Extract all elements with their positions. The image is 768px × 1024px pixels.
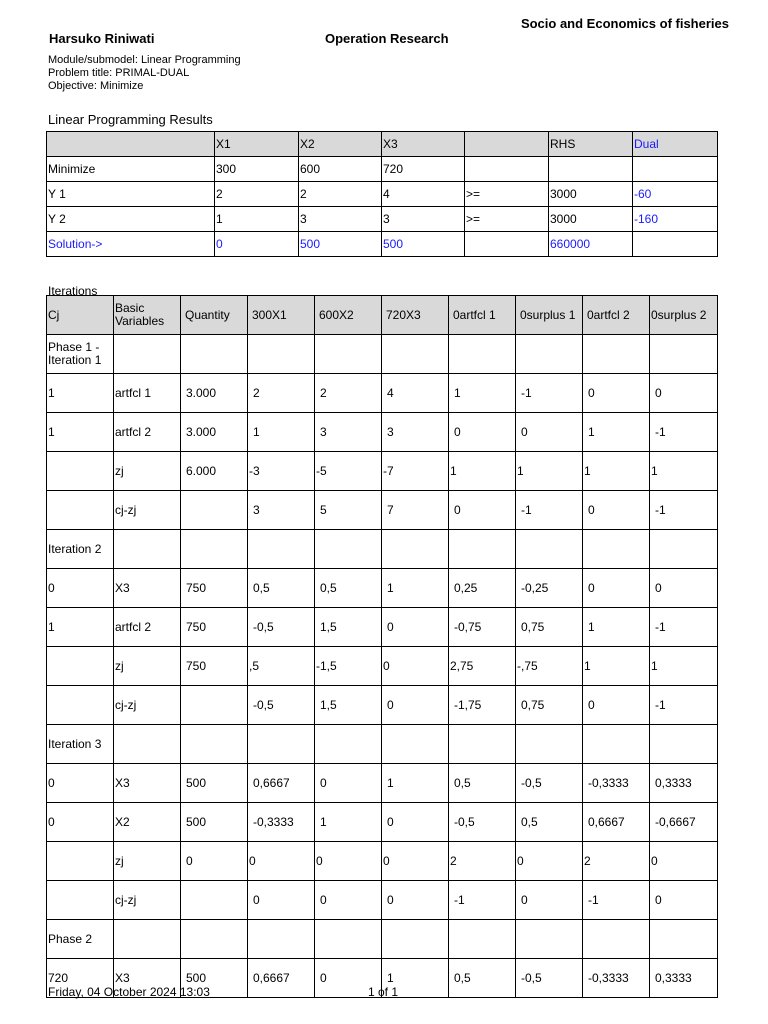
iterations-cell: -5: [315, 452, 382, 491]
iterations-cell: -0,75: [449, 608, 516, 647]
iterations-cell: 1: [650, 452, 718, 491]
iterations-cell: [583, 335, 650, 374]
iterations-cell: 2,75: [449, 647, 516, 686]
lp-header-row: [47, 132, 718, 157]
iterations-cell: 0,25: [449, 569, 516, 608]
iterations-cell: [516, 725, 583, 764]
iterations-cell: 0: [248, 842, 315, 881]
iterations-header-cell: 600X2: [315, 296, 382, 335]
iterations-row: [47, 764, 718, 803]
lp-cell: 300: [215, 157, 299, 182]
lp-header-cell: [47, 132, 215, 157]
iterations-cell: Iteration 2: [47, 530, 114, 569]
iterations-cell: Phase 2: [47, 920, 114, 959]
iterations-cell: [47, 842, 114, 881]
iterations-cell: 0: [47, 803, 114, 842]
lp-cell: Y 1: [47, 182, 215, 207]
lp-cell: [549, 157, 633, 182]
iterations-cell: -0,5: [516, 764, 583, 803]
lp-cell: 3: [299, 207, 382, 232]
iterations-cell: 0: [650, 569, 718, 608]
iterations-row: [47, 803, 718, 842]
iterations-cell: zj: [114, 452, 181, 491]
iterations-cell: 0: [315, 959, 382, 998]
iterations-header-cell: 720X3: [382, 296, 449, 335]
lp-cell: -60: [633, 182, 718, 207]
iterations-cell: 2: [315, 374, 382, 413]
iterations-cell: [516, 920, 583, 959]
iterations-cell: [114, 335, 181, 374]
iterations-row: [47, 452, 718, 491]
iterations-cell: -0,5: [449, 803, 516, 842]
iterations-row: [47, 530, 718, 569]
iterations-cell: 0: [516, 413, 583, 452]
iterations-cell: -1: [516, 491, 583, 530]
iterations-cell: 3.000: [181, 374, 248, 413]
iterations-cell: 2: [583, 842, 650, 881]
iterations-cell: [382, 530, 449, 569]
iterations-header-cell: 300X1: [248, 296, 315, 335]
iterations-cell: 0,5: [516, 803, 583, 842]
iterations-cell: [181, 686, 248, 725]
lp-cell: 3: [382, 207, 465, 232]
lp-header-cell: Dual: [633, 132, 718, 157]
iterations-cell: [516, 335, 583, 374]
iterations-cell: 3: [382, 413, 449, 452]
iterations-cell: [248, 530, 315, 569]
iterations-cell: 0: [315, 881, 382, 920]
iterations-cell: [315, 335, 382, 374]
iterations-cell: 0: [650, 842, 718, 881]
iterations-cell: [315, 725, 382, 764]
lp-cell: >=: [465, 182, 549, 207]
iterations-cell: 0,75: [516, 686, 583, 725]
iterations-cell: 1: [47, 413, 114, 452]
lp-cell: 4: [382, 182, 465, 207]
iterations-cell: 1: [650, 647, 718, 686]
iterations-cell: [650, 335, 718, 374]
iterations-cell: 0: [650, 374, 718, 413]
iterations-row: [47, 569, 718, 608]
iterations-cell: cj-zj: [114, 881, 181, 920]
lp-cell: Minimize: [47, 157, 215, 182]
iterations-cell: [181, 530, 248, 569]
lp-results-table: [46, 131, 718, 257]
lp-cell: 3000: [549, 182, 633, 207]
iterations-cell: cj-zj: [114, 491, 181, 530]
iterations-cell: 0,3333: [650, 959, 718, 998]
iterations-cell: [47, 686, 114, 725]
iterations-row: [47, 920, 718, 959]
iterations-row: [47, 491, 718, 530]
iterations-cell: [650, 530, 718, 569]
iterations-cell: [315, 920, 382, 959]
iterations-cell: 1: [248, 413, 315, 452]
iterations-row: [47, 608, 718, 647]
iterations-cell: 0,6667: [248, 959, 315, 998]
iterations-cell: [449, 530, 516, 569]
iterations-row: [47, 686, 718, 725]
iterations-cell: [181, 335, 248, 374]
iterations-cell: [181, 881, 248, 920]
iterations-cell: 0: [449, 491, 516, 530]
iterations-cell: 0: [382, 842, 449, 881]
iterations-cell: 0: [382, 608, 449, 647]
iterations-row: [47, 725, 718, 764]
iterations-cell: [583, 530, 650, 569]
lp-row: [47, 207, 718, 232]
iterations-cell: 0: [47, 764, 114, 803]
iterations-cell: 0: [583, 491, 650, 530]
iterations-cell: 0: [516, 881, 583, 920]
iterations-cell: 750: [181, 569, 248, 608]
iterations-cell: 1: [449, 452, 516, 491]
iterations-cell: 0: [315, 764, 382, 803]
iterations-cell: 0: [382, 803, 449, 842]
iterations-cell: 500: [181, 803, 248, 842]
iterations-cell: 0: [248, 881, 315, 920]
iterations-cell: [650, 920, 718, 959]
iterations-cell: [248, 725, 315, 764]
iterations-cell: 0,6667: [248, 764, 315, 803]
iterations-cell: -0,3333: [583, 764, 650, 803]
lp-cell: 0: [215, 232, 299, 257]
iterations-row: [47, 842, 718, 881]
iterations-cell: -0,3333: [248, 803, 315, 842]
iterations-cell: X3: [114, 764, 181, 803]
footer-page-number: 1 of 1: [368, 985, 399, 999]
iterations-cell: 1,5: [315, 608, 382, 647]
iterations-cell: 1,5: [315, 686, 382, 725]
iterations-cell: [47, 452, 114, 491]
iterations-cell: -0,5: [248, 686, 315, 725]
lp-header-cell: X2: [299, 132, 382, 157]
iterations-cell: [248, 335, 315, 374]
iterations-cell: 720: [47, 959, 114, 998]
iterations-header-cell: Basic Variables: [114, 296, 181, 335]
iterations-cell: 7: [382, 491, 449, 530]
iterations-header-cell: Cj: [47, 296, 114, 335]
iterations-cell: cj-zj: [114, 686, 181, 725]
problem-line: Problem title: PRIMAL-DUAL: [48, 67, 190, 79]
iterations-cell: -,75: [516, 647, 583, 686]
iterations-cell: 1: [382, 764, 449, 803]
iterations-header-row: [47, 296, 718, 335]
lp-cell: Y 2: [47, 207, 215, 232]
lp-row: [47, 157, 718, 182]
iterations-cell: 1: [382, 569, 449, 608]
iterations-cell: -1: [650, 413, 718, 452]
iterations-cell: 0,5: [248, 569, 315, 608]
iterations-cell: X3: [114, 569, 181, 608]
lp-cell: [633, 157, 718, 182]
course-title: Socio and Economics of fisheries: [520, 16, 729, 31]
iterations-header-cell: 0surplus 2: [650, 296, 718, 335]
iterations-cell: 0: [47, 569, 114, 608]
lp-row: [47, 232, 718, 257]
lp-header-cell: X3: [382, 132, 465, 157]
lp-cell: [465, 157, 549, 182]
iterations-cell: artfcl 1: [114, 374, 181, 413]
iterations-cell: 0: [315, 842, 382, 881]
subject-title: Operation Research: [325, 31, 449, 46]
author-name: Harsuko Riniwati: [49, 31, 155, 46]
lp-cell: >=: [465, 207, 549, 232]
iterations-cell: X3: [114, 959, 181, 998]
iterations-cell: -7: [382, 452, 449, 491]
iterations-cell: -1: [650, 491, 718, 530]
iterations-cell: -1,5: [315, 647, 382, 686]
iterations-table: [46, 295, 718, 998]
iterations-cell: 1: [516, 452, 583, 491]
lp-header-cell: [465, 132, 549, 157]
iterations-cell: 0: [382, 647, 449, 686]
iterations-cell: zj: [114, 647, 181, 686]
iterations-cell: -0,6667: [650, 803, 718, 842]
iterations-cell: 2: [449, 842, 516, 881]
lp-row: [47, 182, 718, 207]
iterations-header-cell: 0surplus 1: [516, 296, 583, 335]
iterations-cell: [382, 335, 449, 374]
iterations-cell: Iteration 3: [47, 725, 114, 764]
iterations-cell: [583, 920, 650, 959]
lp-header-cell: RHS: [549, 132, 633, 157]
iterations-title: Iterations: [48, 284, 98, 295]
iterations-cell: 1: [382, 959, 449, 998]
iterations-row: [47, 647, 718, 686]
iterations-row: [47, 881, 718, 920]
module-line: Module/submodel: Linear Programming: [48, 54, 241, 66]
iterations-cell: 1: [449, 374, 516, 413]
iterations-cell: 3: [315, 413, 382, 452]
iterations-cell: [114, 530, 181, 569]
iterations-cell: 1: [583, 452, 650, 491]
iterations-cell: 500: [181, 764, 248, 803]
iterations-cell: [382, 725, 449, 764]
iterations-cell: 4: [382, 374, 449, 413]
iterations-cell: -1: [583, 881, 650, 920]
iterations-cell: [449, 725, 516, 764]
iterations-cell: artfcl 2: [114, 413, 181, 452]
iterations-cell: 0,5: [449, 764, 516, 803]
iterations-cell: -1,75: [449, 686, 516, 725]
iterations-cell: 1: [583, 608, 650, 647]
iterations-cell: 0,3333: [650, 764, 718, 803]
lp-cell: 660000: [549, 232, 633, 257]
iterations-cell: 0,5: [449, 959, 516, 998]
iterations-cell: 0: [583, 569, 650, 608]
iterations-cell: -1: [650, 608, 718, 647]
iterations-cell: 750: [181, 608, 248, 647]
lp-results-title: Linear Programming Results: [48, 112, 213, 127]
iterations-cell: -3: [248, 452, 315, 491]
iterations-cell: artfcl 2: [114, 608, 181, 647]
iterations-cell: 0: [583, 686, 650, 725]
lp-cell: 500: [382, 232, 465, 257]
iterations-cell: 0: [449, 413, 516, 452]
objective-line: Objective: Minimize: [48, 80, 144, 92]
lp-header-cell: X1: [215, 132, 299, 157]
iterations-cell: [47, 491, 114, 530]
footer-date: Friday, 04 October 2024 13:03: [48, 985, 210, 999]
iterations-cell: 1: [583, 647, 650, 686]
iterations-cell: [114, 920, 181, 959]
iterations-cell: [114, 725, 181, 764]
iterations-header-cell: Quantity: [181, 296, 248, 335]
iterations-header-cell: 0artfcl 1: [449, 296, 516, 335]
iterations-cell: [181, 725, 248, 764]
iterations-cell: -0,3333: [583, 959, 650, 998]
iterations-cell: ,5: [248, 647, 315, 686]
iterations-cell: [315, 530, 382, 569]
iterations-cell: 500: [181, 959, 248, 998]
iterations-cell: 0: [181, 842, 248, 881]
iterations-cell: -0,5: [516, 959, 583, 998]
iterations-row: [47, 413, 718, 452]
iterations-cell: [516, 530, 583, 569]
iterations-cell: [248, 920, 315, 959]
iterations-cell: 0,5: [315, 569, 382, 608]
lp-cell: Solution->: [47, 232, 215, 257]
iterations-cell: [47, 881, 114, 920]
lp-cell: 2: [215, 182, 299, 207]
iterations-cell: [47, 647, 114, 686]
iterations-cell: [650, 725, 718, 764]
iterations-cell: -1: [650, 686, 718, 725]
iterations-cell: 0,75: [516, 608, 583, 647]
iterations-row: [47, 374, 718, 413]
lp-cell: 1: [215, 207, 299, 232]
iterations-cell: 2: [248, 374, 315, 413]
iterations-cell: 1: [583, 413, 650, 452]
iterations-header-cell: 0artfcl 2: [583, 296, 650, 335]
iterations-cell: 0: [650, 881, 718, 920]
iterations-cell: 0: [382, 881, 449, 920]
iterations-cell: 1: [47, 608, 114, 647]
iterations-cell: -0,5: [248, 608, 315, 647]
iterations-cell: Phase 1 - Iteration 1: [47, 335, 114, 374]
lp-cell: -160: [633, 207, 718, 232]
iterations-cell: [181, 920, 248, 959]
iterations-cell: [382, 920, 449, 959]
iterations-cell: 0,6667: [583, 803, 650, 842]
iterations-cell: [449, 920, 516, 959]
lp-cell: 500: [299, 232, 382, 257]
iterations-cell: -1: [516, 374, 583, 413]
lp-cell: [465, 232, 549, 257]
iterations-cell: 3.000: [181, 413, 248, 452]
iterations-cell: 6.000: [181, 452, 248, 491]
iterations-row: [47, 335, 718, 374]
iterations-cell: zj: [114, 842, 181, 881]
iterations-cell: 0: [382, 686, 449, 725]
iterations-cell: [583, 725, 650, 764]
iterations-cell: [449, 335, 516, 374]
iterations-cell: 750: [181, 647, 248, 686]
lp-cell: [633, 232, 718, 257]
iterations-cell: -0,25: [516, 569, 583, 608]
lp-cell: 2: [299, 182, 382, 207]
iterations-cell: [181, 491, 248, 530]
iterations-cell: 0: [583, 374, 650, 413]
iterations-cell: 1: [47, 374, 114, 413]
iterations-cell: 5: [315, 491, 382, 530]
lp-cell: 600: [299, 157, 382, 182]
iterations-cell: 3: [248, 491, 315, 530]
iterations-cell: -1: [449, 881, 516, 920]
lp-cell: 3000: [549, 207, 633, 232]
iterations-cell: 1: [315, 803, 382, 842]
iterations-cell: X2: [114, 803, 181, 842]
lp-cell: 720: [382, 157, 465, 182]
iterations-cell: 0: [516, 842, 583, 881]
